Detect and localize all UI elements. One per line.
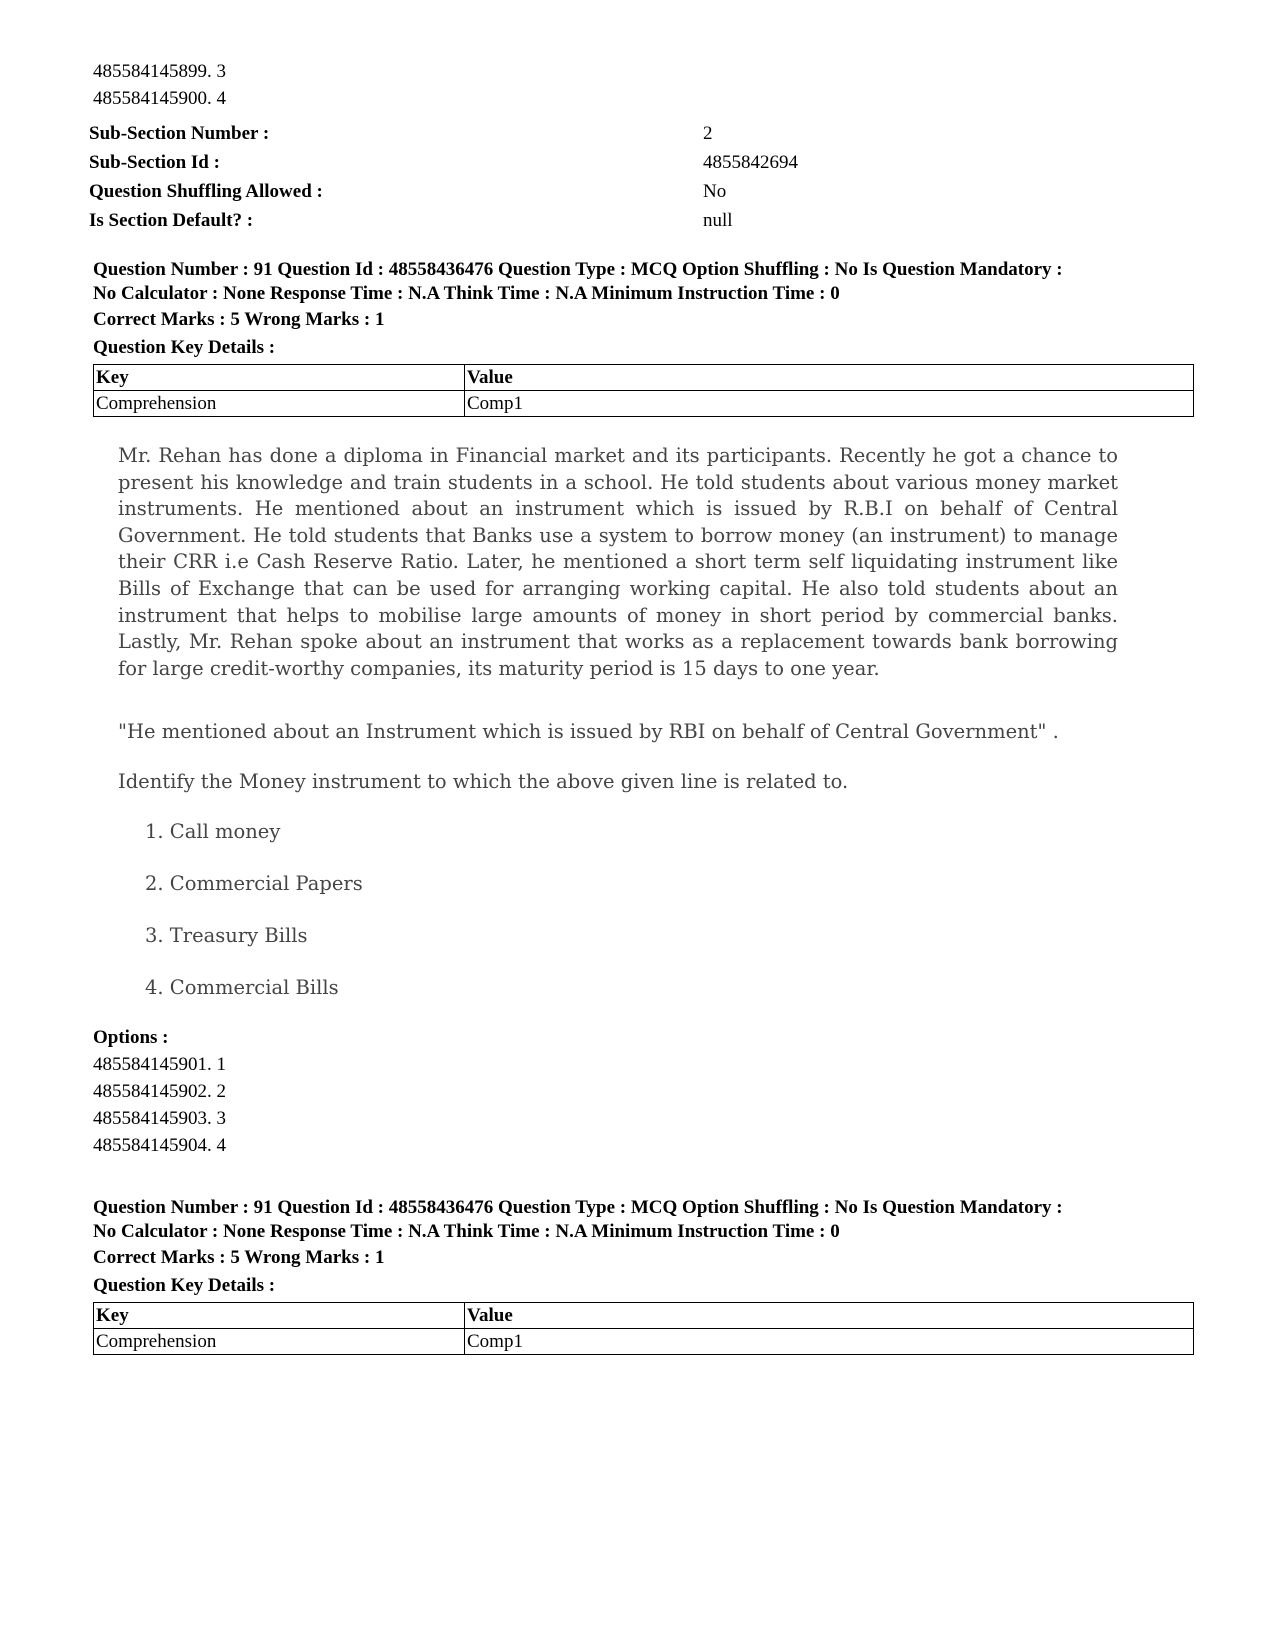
option-line: 485584145903. 3 — [93, 1108, 226, 1129]
marks-line: Correct Marks : 5 Wrong Marks : 1 — [93, 309, 385, 330]
meta-value: No — [703, 181, 727, 202]
meta-value: 2 — [703, 123, 713, 144]
question-header-1 — [93, 258, 1193, 417]
key-details-label: Question Key Details : — [93, 1275, 276, 1296]
option-line: 485584145900. 4 — [93, 88, 226, 109]
table-cell: Comp1 — [465, 391, 1194, 417]
key-details-label: Question Key Details : — [93, 337, 276, 358]
key-details-table — [93, 364, 1194, 417]
question-header-line: No Calculator : None Response Time : N.A Think Time : N.A Minimum Instruction Time : 0 — [93, 1221, 840, 1242]
table-row — [94, 1329, 1194, 1355]
answer-choice: 2. Commercial Papers — [145, 872, 363, 895]
table-header-cell: Key — [94, 1303, 465, 1329]
answer-choice: 4. Commercial Bills — [145, 976, 339, 999]
question-quote: "He mentioned about an Instrument which is issued by RBI on behalf of Central Government" . — [118, 720, 1059, 743]
comprehension-passage: Mr. Rehan has done a diploma in Financial market and its participants. Recently he got a chance to present his knowledge and train students in a school. He told students about various money market instruments. He mentioned about an instrument which is issued by R.B.I on behalf of Central Government. He told students that Banks use a system to borrow money (an instrument) to manage their CRR i.e Cash Reserve Ratio. Later, he mentioned a short term self liquidating instrument like Bills of Exchange that can be used for arranging working capital. He also told students about an instrument that helps to mobilise large amounts of money in short period by commercial banks. Lastly, Mr. Rehan spoke about an instrument that works as a replacement towards bank borrowing for large credit-worthy companies, its maturity period is 15 days to one year. — [118, 444, 1118, 680]
meta-row — [89, 119, 889, 148]
table-row — [94, 391, 1194, 417]
meta-label: Is Section Default? : — [89, 210, 254, 231]
options-block — [93, 1024, 226, 1159]
meta-label: Sub-Section Id : — [89, 152, 220, 173]
meta-row — [89, 177, 889, 206]
meta-label: Sub-Section Number : — [89, 123, 270, 144]
question-header-line: Question Number : 91 Question Id : 48558436476 Question Type : MCQ Option Shuffling : No Is Question Mandatory : — [93, 259, 1063, 280]
previous-options-list — [93, 58, 226, 112]
table-header-cell: Value — [465, 1303, 1194, 1329]
answer-choice: 3. Treasury Bills — [145, 924, 308, 947]
meta-value: 4855842694 — [703, 152, 798, 173]
option-line: 485584145899. 3 — [93, 61, 226, 82]
table-cell: Comprehension — [94, 1329, 465, 1355]
table-header-cell: Value — [465, 365, 1194, 391]
meta-value: null — [703, 210, 733, 231]
option-line: 485584145902. 2 — [93, 1081, 226, 1102]
marks-line: Correct Marks : 5 Wrong Marks : 1 — [93, 1247, 385, 1268]
table-header-row — [94, 1303, 1194, 1329]
question-header-2 — [93, 1196, 1193, 1355]
meta-row — [89, 206, 889, 235]
meta-row — [89, 148, 889, 177]
option-line: 485584145904. 4 — [93, 1135, 226, 1156]
table-header-cell: Key — [94, 365, 465, 391]
table-header-row — [94, 365, 1194, 391]
option-line: 485584145901. 1 — [93, 1054, 226, 1075]
meta-label: Question Shuffling Allowed : — [89, 181, 323, 202]
options-label: Options : — [93, 1027, 169, 1048]
answer-choices — [145, 820, 363, 1028]
key-details-table — [93, 1302, 1194, 1355]
question-header-line: Question Number : 91 Question Id : 48558436476 Question Type : MCQ Option Shuffling : No Is Question Mandatory : — [93, 1197, 1063, 1218]
table-cell: Comprehension — [94, 391, 465, 417]
subsection-meta — [89, 119, 889, 235]
answer-choice: 1. Call money — [145, 820, 281, 843]
question-instruction: Identify the Money instrument to which the above given line is related to. — [118, 770, 849, 793]
question-header-line: No Calculator : None Response Time : N.A Think Time : N.A Minimum Instruction Time : 0 — [93, 283, 840, 304]
table-cell: Comp1 — [465, 1329, 1194, 1355]
